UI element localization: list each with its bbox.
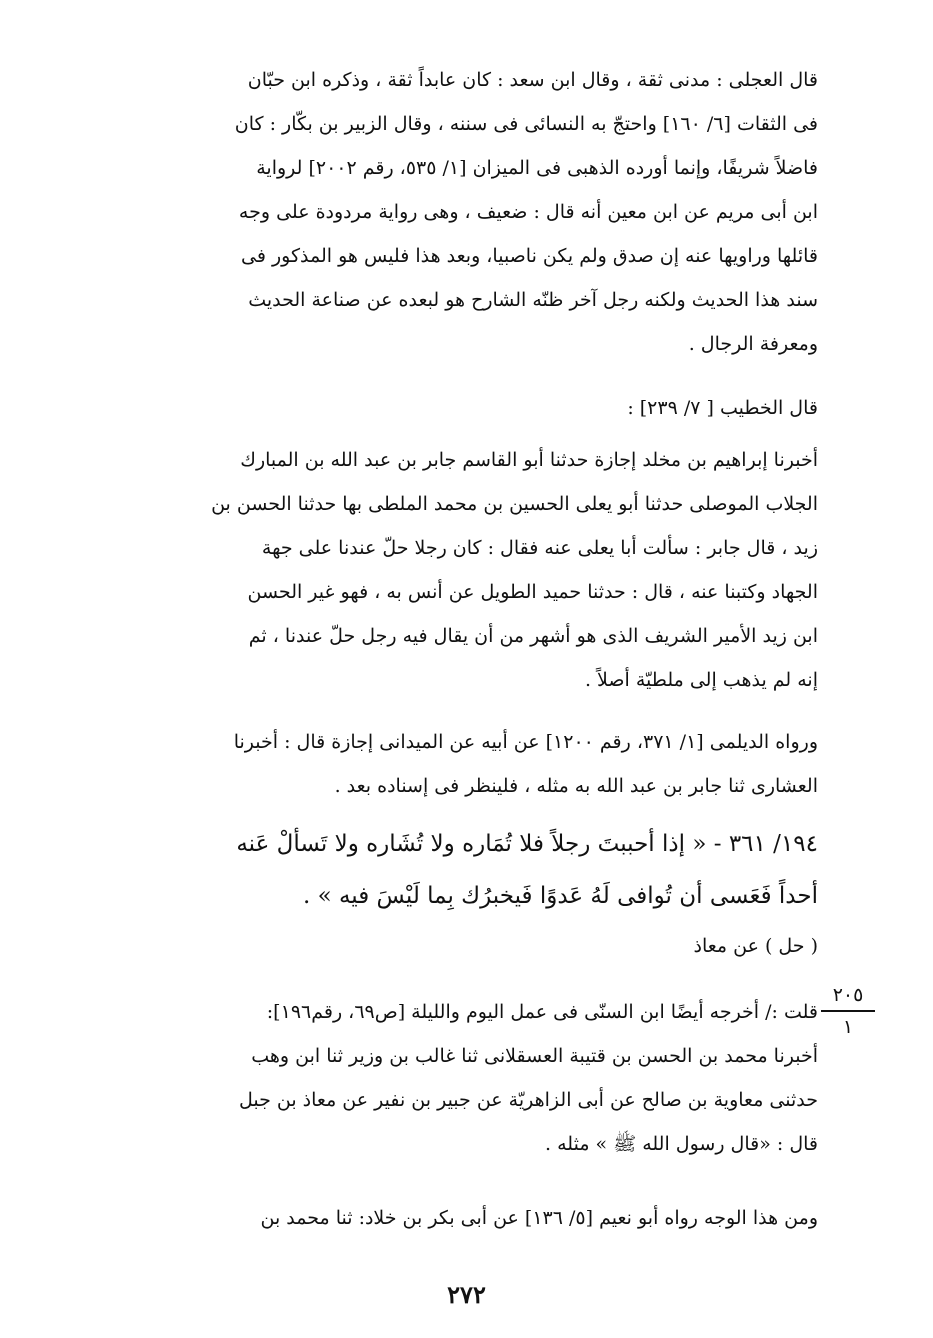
text-line: زيد ، قال جابر : سألت أبا يعلى عنه فقال : كان رجلا حلّ عندنا على جهة — [261, 537, 818, 559]
page-number: ٢٧٢ — [447, 1280, 486, 1309]
text-line: الجلاب الموصلى حدثنا أبو يعلى الحسين بن محمد الملطى بها حدثنا الحسن بن — [211, 493, 818, 515]
paragraph-4 — [113, 720, 818, 808]
text-line: قال العجلى : مدنى ثقة ، وقال ابن سعد : كان عابداً ثقة ، وذكره ابن حبّان — [247, 69, 818, 91]
footnote-rule — [821, 1010, 875, 1012]
text-line: قائلها وراويها عنه إن صدق ولم يكن ناصبيا، وبعد هذا فليس هو المذكور فى — [241, 245, 818, 267]
footnote-sub: ١ — [842, 1016, 854, 1038]
footnote-marker — [818, 980, 878, 1042]
text-line: أخبرنا محمد بن الحسن بن قتيبة العسقلانى ثنا غالب بن وزير ثنا ابن وهب — [251, 1045, 818, 1067]
paragraph-2 — [113, 386, 818, 430]
hadith-line: أحداً فَعَسى أن تُوافى لَهُ عَدوًا فَيخبرُك بِما لَيْسَ فيه » . — [302, 883, 818, 909]
text-line: ابن أبى مريم عن ابن معين أنه قال : ضعيف ، وهى رواية مردودة على وجه — [238, 201, 818, 223]
paragraph-1 — [113, 58, 818, 366]
text-line: سند هذا الحديث ولكنه رجل آخر ظنّه الشارح هو لبعده عن صناعة الحديث — [248, 289, 818, 311]
hadith-194 — [113, 818, 818, 922]
text-line: ومعرفة الرجال . — [688, 333, 818, 355]
text-line: العشارى ثنا جابر بن عبد الله به مثله ، فلينظر فى إسناده بعد . — [334, 775, 818, 797]
text-line: ( حل ) عن معاذ — [693, 935, 818, 957]
paragraph-3 — [113, 438, 818, 702]
text-line: فى الثقات [٦/ ١٦٠] واحتجّ به النسائى فى سننه ، وقال الزبير بن بكّار : كان — [234, 113, 818, 135]
text-line: قال : «قال رسول الله ﷺ » مثله . — [545, 1133, 818, 1155]
text-line: أخبرنا إبراهيم بن مخلد إجازة حدثنا أبو القاسم جابر بن عبد الله بن المبارك — [240, 449, 818, 471]
text-line: ومن هذا الوجه رواه أبو نعيم [٥/ ١٣٦] عن أبى بكر بن خلاد: ثنا محمد بن — [260, 1207, 818, 1229]
text-line: ابن زيد الأمير الشريف الذى هو أشهر من أن يقال فيه رجل حلّ عندنا ، ثم — [248, 625, 818, 647]
text-line: فاضلاً شريفًا، وإنما أورده الذهبى فى الميزان [١/ ٥٣٥، رقم ٢٠٠٢] لرواية — [256, 157, 818, 179]
paragraph-6 — [113, 1196, 818, 1240]
text-line: قلت :/ أخرجه أيضًا ابن السنّى فى عمل اليوم والليلة [ص٦٩، رقم١٩٦]: — [266, 1001, 818, 1023]
paragraph-5 — [113, 990, 818, 1166]
text-line: ورواه الديلمى [١/ ٣٧١، رقم ١٢٠٠] عن أبيه عن الميدانى إجازة قال : أخبرنا — [233, 731, 818, 753]
text-line: قال الخطيب [ ٧/ ٢٣٩] : — [627, 397, 818, 419]
source-line — [113, 924, 818, 968]
text-line: إنه لم يذهب إلى ملطيّة أصلاً . — [584, 669, 818, 691]
text-line: الجهاد وكتبنا عنه ، قال : حدثنا حميد الطويل عن أنس به ، فهو غير الحسن — [247, 581, 818, 603]
hadith-line: ١٩٤/ ٣٦١ - « إذا أحببتَ رجلاً فلا تُمَاره ولا تُشَاره ولا تَسألْ عَنه — [236, 831, 818, 857]
footnote-number: ٢٠٥ — [832, 984, 864, 1006]
text-line: حدثنى معاوية بن صالح عن أبى الزاهريّة عن جبير بن نفير عن معاذ بن جبل — [238, 1089, 818, 1111]
